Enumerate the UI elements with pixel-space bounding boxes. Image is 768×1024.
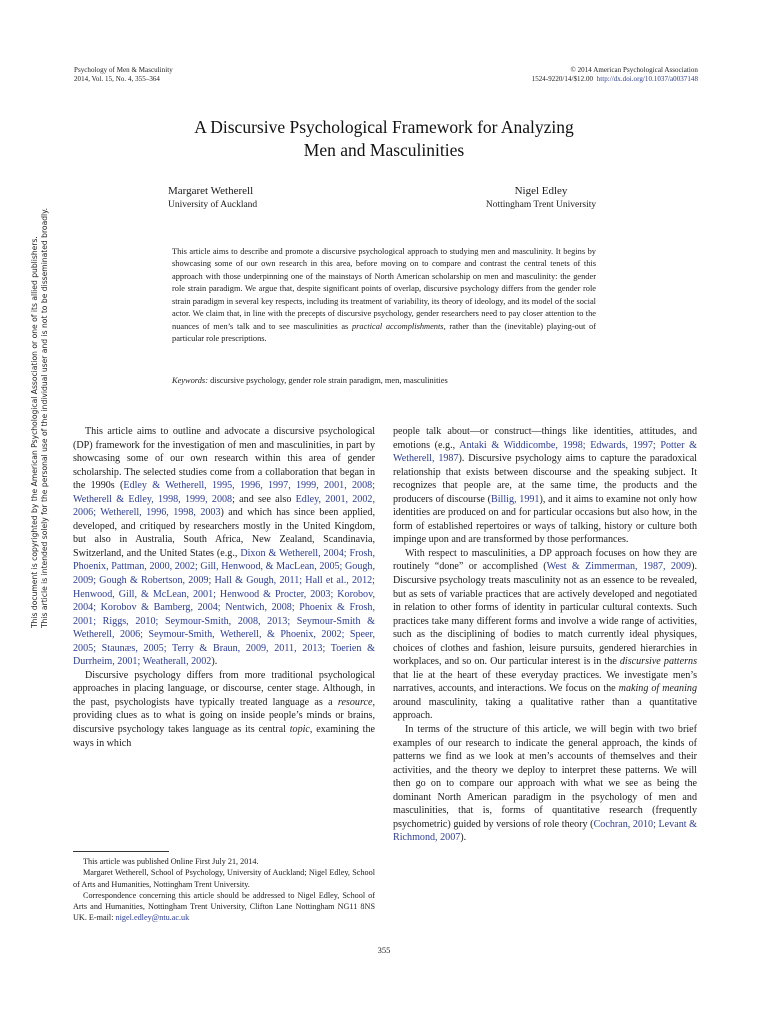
side-notice-line-1: This document is copyrighted by the American Psychological Association or one of its allied publishers. (30, 236, 39, 628)
citation-link[interactable]: Dixon & Wetherell, 2004; Frosh, Phoenix, Pattman, 2000, 2002; Gill, Henwood, & MacLean, 2005; Gough, 2009; Gough & Robertson, 2009; Hall & Gough, 2011; Hall et al., 2012; Henwood, Gill, & McLean, 2001; Henwood & Procter, 2003; Korobov, 2004; Korobov & Bamberg, 2004; Nentwich, 2008; Phoenix & Frosh, 2001; Riggs, 2010; Seymour-Smith, 2008, 2013; Seymour-Smith & Wetherell, 2006; Seymour-Smith, Wetherell, & Phoenix, 2002; Speer, 2005; Staunæs, 2005; Terry & Braun, 2009, 2011, 2013; Toerien & Durrheim, 2001; Weatherall, 2002 (73, 547, 376, 668)
author-name: Margaret Wetherell (168, 185, 254, 197)
footnote-divider (73, 851, 169, 852)
author-name: Nigel Edley (514, 185, 568, 197)
body-column-right (393, 425, 697, 845)
paragraph: With respect to masculinities, a DP approach focuses on how they are routinely “done” or accomplished (West & Zimmerman, 1987, 2009). Discursive psychology treats masculinity not as an essence to be revealed, but as sets of variable practices that are actively developed and negotiated in relation to other forms of identity in particular cultural contexts. Such practices take many different forms and involve a wide range of activities, such as the disciplining of bodies to match currently ideal physiques, choices of clothes and fashion, leisure pursuits, gendered hierarchies in workplaces, and so on. Our particular interest is in the discursive patterns that lie at the heart of these everyday practices. We investigate men’s narratives, accounts, and interactions. We focus on the making of meaning around masculinity, taking a qualitative rather than a quantitative approach. (393, 547, 697, 722)
footnotes (73, 856, 375, 924)
email-link[interactable]: nigel.edley@ntu.ac.uk (115, 913, 190, 923)
body-column-left (73, 425, 375, 750)
title-line-1: A Discursive Psychological Framework for Analyzing (194, 117, 574, 137)
abstract: This article aims to describe and promote a discursive psychological approach to studying men and masculinity. It begins by showcasing some of our own research in this area, before moving on to compare and contrast the central tenets of this approach with those underpinning one of the mainstays of North American scholarship on men and masculinity: the gender role strain paradigm. We argue that, despite significant points of overlap, discursive psychology differs from the gender role strain paradigm in several key respects, including its treatment of variability, its theory of ideology, and its model of the social actor. We claim that, in line with the precepts of discursive psychology, gender researchers need to pay closer attention to the nuances of men’s talk and to see masculinities as practical accomplishments, rather than the (inevitable) playing-out of particular role prescriptions. (172, 247, 597, 344)
title-line-2: Men and Masculinities (303, 140, 465, 160)
paragraph: Discursive psychology differs from more traditional psychological approaches in placing language, or discourse, center stage. Although, in the past, psychologists have typically treated language as a resource, providing clues as to what is going on inside people’s minds or brains, discursive psychology takes language as its central topic, examining the ways in which (73, 669, 375, 749)
journal-header (74, 66, 173, 84)
journal-name: Psychology of Men & Masculinity (74, 66, 173, 74)
paragraph: In terms of the structure of this article, we will begin with two brief examples of our research to indicate the general approach, the kinds of patterns we find as we look at men’s accounts of themselves and their activities, and the theory we deploy to interpret these patterns. We will then go on to compare our approach with what we see as being the dominant North American paradigm in the psychology of men and masculinities, that is, forms of quantitative research (frequently psychometric) guided by versions of role theory (Cochran, 2010; Levant & Richmond, 2007). (393, 724, 698, 844)
author-affiliation: University of Auckland (168, 200, 258, 210)
page-number: 355 (377, 945, 391, 955)
keywords-text: discursive psychology, gender role strain paradigm, men, masculinities (210, 376, 448, 385)
doi-link[interactable]: http://dx.doi.org/10.1037/a0037148 (596, 75, 698, 83)
citation-link[interactable]: Antaki & Widdicombe, 1998; Edwards, 1997; Potter & Wetherell, 1987 (393, 439, 697, 465)
citation-link[interactable]: Edley, 2001, 2002, 2006; Wetherell, 1996, 1998, 2003 (73, 493, 375, 519)
citation-link[interactable]: Cochran, 2010; Levant & Richmond, 2007 (393, 818, 698, 844)
citation-link[interactable]: Billig, 1991 (491, 493, 540, 505)
keywords (172, 375, 596, 387)
author-block-1 (168, 184, 257, 212)
footnote-published: This article was published Online First July 21, 2014. (83, 857, 259, 866)
keywords-label: Keywords: (172, 376, 208, 385)
copyright-header (532, 66, 698, 84)
paragraph: This article aims to outline and advocate a discursive psychological (DP) framework for the investigation of men and masculinities, in part by showcasing some of our own research within this area of gender scholarship. The selected studies come from a collaboration that began in the 1990s (Edley & Wetherell, 1995, 1996, 1997, 1999, 2001, 2008; Wetherell & Edley, 1998, 1999, 2008; and see also Edley, 2001, 2002, 2006; Wetherell, 1996, 1998, 2003) and which has since been applied, developed, and critiqued by researchers mostly in the United Kingdom, but also in Australia, South Africa, New Zealand, Scandinavia, Switzerland, and the United States (e.g., Dixon & Wetherell, 2004; Frosh, Phoenix, Pattman, 2000, 2002; Gill, Henwood, & MacLean, 2005; Gough, 2009; Gough & Robertson, 2009; Hall & Gough, 2011; Hall et al., 2012; Henwood, Gill, & McLean, 2001; Henwood & Procter, 2003; Korobov, 2004; Korobov & Bamberg, 2004; Nentwich, 2008; Phoenix & Frosh, 2001; Riggs, 2010; Seymour-Smith, 2008, 2013; Seymour-Smith & Wetherell, 2006; Seymour-Smith, Wetherell, & Phoenix, 2002; Speer, 2005; Staunæs, 2005; Terry & Braun, 2009, 2011, 2013; Toerien & Durrheim, 2001; Weatherall, 2002). (73, 426, 376, 668)
volume-info: 2014, Vol. 15, No. 4, 355–364 (74, 75, 160, 83)
paragraph: people talk about—or construct—things like identities, attitudes, and emotions (e.g., Antaki & Widdicombe, 1998; Edwards, 1997; Potter & Wetherell, 1987). Discursive psychology aims to capture the paradoxical relationship that exists between discourse and the speaking subject. It recognizes that people are, at the same time, the products and the producers of discourse (Billig, 1991), and it aims to examine not only how identities are produced on and for particular occasions but also how, in the form of established repertoires or ways of talking, history or culture both impinge upon and are transformed by those performances. (393, 426, 698, 546)
author-block-2 (480, 184, 602, 212)
author-affiliation: Nottingham Trent University (485, 200, 597, 210)
citation-link[interactable]: Edley & Wetherell, 1995, 1996, 1997, 1999, 2001, 2008; Wetherell & Edley, 1998, 1999, 2008 (73, 480, 376, 505)
side-notice-line-2: This article is intended solely for the personal use of the individual user and is not to be disseminated broadly. (39, 208, 49, 628)
footnote-correspondence: Correspondence concerning this article should be addressed to Nigel Edley, School of Arts and Humanities, Nottingham Trent University, Clifton Lane Nottingham NG11 8NS UK. E-mail: nigel.edley@ntu.ac.uk (73, 890, 375, 923)
citation-link[interactable]: West & Zimmerman, 1987, 2009 (546, 561, 692, 573)
footnote-affiliations: Margaret Wetherell, School of Psychology, University of Auckland; Nigel Edley, School of Arts and Humanities, Nottingham Trent University. (73, 868, 375, 889)
copyright-line: © 2014 American Psychological Association (570, 66, 698, 74)
issn: 1524-9220/14/$12.00 (531, 75, 594, 83)
article-title (100, 116, 668, 162)
abstract-emphasis: practical accomplishments (351, 321, 444, 331)
